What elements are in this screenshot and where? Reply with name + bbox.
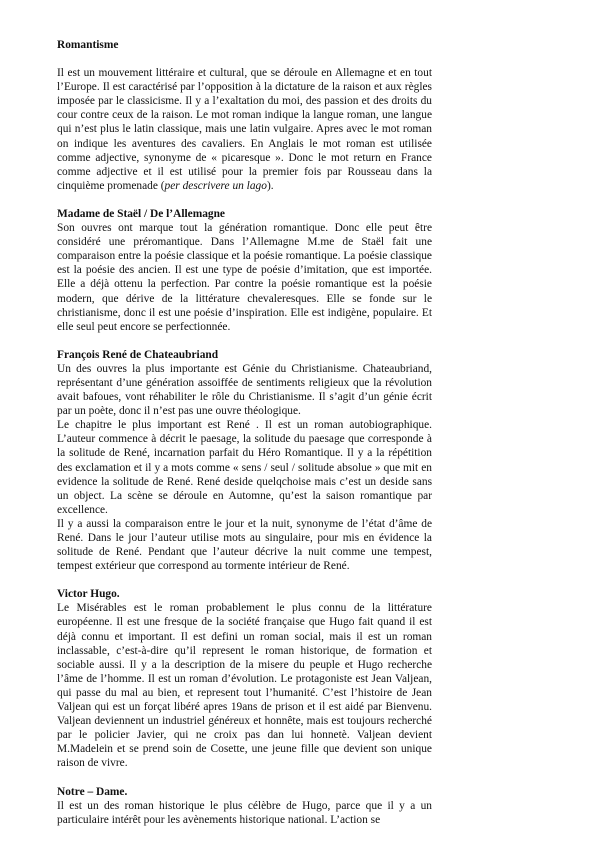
italic-note: per descrivere un lago bbox=[164, 179, 267, 192]
section-heading: François René de Chateaubriand bbox=[57, 348, 219, 361]
section-heading: Romantisme bbox=[57, 39, 119, 51]
section-madame-de-stael bbox=[57, 207, 432, 334]
paragraph: Son ouvres ont marque tout la génération romantique. Donc elle peut être considéré une préromantique. Dans l’Allemagne M.me de Staël fait une comparaison entre la poésie classique et la poésie romantique. La poésie classique est la poésie des ancien. Il est une type de poésie d’imitation, que est importée. Elle a déjà ottenu la perfection. Par contre la poésie romantique est la poésie modern, que dérive de la littérature chevaleresques. Elle se fonde sur le christianisme, donc il est une poésie d’inspiration. Elle est indigène, populaire. Et elle seul peut encore se perfectionnée. bbox=[57, 222, 432, 333]
section-romantisme bbox=[57, 38, 432, 193]
paragraph: Le Misérables est le roman probablement le plus connu de la littérature européenne. Il est une fresque de la société française que Hugo fait quand il est déjà connu et important. Il est defini un roman social, mais il est un roman inclassable, c’est-à-dire qu’il represent le roman historique, de formation et sociable aussi. Il y a la description de la misere du peuple et Hugo recherche l’âme de l’homme. Il est un roman d’évolution. Le protagoniste est Jean Valjean, qui passe du mal au bien, et represent tout l’humanité. C’est l’histoire de Jean Valjean qui est un forçat libéré apres 19ans de prison et il est aidé par Bienvenu. Valjean deviennent un industriel généreux et honnête, mais est toujours recherché par le policier Javier, qui ne croix pas dan lui honnetè. Valjean devient M.Madelein et se prend soin de Cosette, une jeune fille que devient son unique raison de vivre. bbox=[57, 602, 432, 770]
section-victor-hugo bbox=[57, 587, 432, 770]
paragraph: Un des ouvres la plus importante est Génie du Christianisme. Chateaubriand, représentant d’une génération assoiffée de sentiments religieux que la révolution avait bafoues, vont réhabiliter le rôle du Christianisme. Il s’agit d’un génie écrit par un poète, donc il n’est pas une ouvre théologique. bbox=[57, 362, 432, 418]
document-page bbox=[57, 38, 432, 841]
section-heading: Notre – Dame. bbox=[57, 785, 128, 798]
paragraph: Il est un des roman historique le plus célèbre de Hugo, parce que il y a un particulaire intérêt pour les avènements historique national. L’action se bbox=[57, 799, 432, 826]
section-chateaubriand bbox=[57, 348, 432, 574]
paragraph: Il y a aussi la comparaison entre le jour et la nuit, synonyme de l’état d’âme de René. Dans le jour l’auteur utilise mots au singulaire, pour mis en évidence la solitude de René. Pendant que l’auteur décrive la nuit comme une tempest, tempest extérieur que correspond au tormente intérieur de René. bbox=[57, 517, 432, 573]
section-notre-dame bbox=[57, 785, 432, 827]
paragraph-text: Il est un mouvement littéraire et cultural, que se déroule en Allemagne et en tout l’Europe. Il est caractérisé par l’opposition à la dictature de la raison et aux règles imposée par le classicisme. Il y a l’exaltation du moi, des passion et des droits du cour contre ceux de la raison. Le mot roman indique la langue roman, une langue qui n’est plus le latin classique, mais une latin vulgaire. Apres avec le mot roman on indique les aventures des cavaliers. En Anglais le mot roman est utilisée comme adjective, synonyme de « picaresque ». Donc le mot return en France comme adjective et il est utilisé pour la premier fois par Rousseau dans la cinquième promenade ( bbox=[57, 67, 432, 192]
paragraph: Le chapitre le plus important est René . Il est un roman autobiographique. L’auteur commence à décrit le paesage, la solitude du paesage que corresponde à la solitude de René, incarnation parfait du Héro Romantique. Il y a la répétition des exclamation et il y a mots comme « sens / seul / solitude absolue » que mit en evidence la solitude de René. René deside quelqchoise mais c’est un deside sans un object. La scène se déroule en Automne, qu’est la saison romantique par excellence. bbox=[57, 419, 432, 516]
section-heading: Madame de Staël / De l’Allemagne bbox=[57, 207, 225, 220]
section-heading: Victor Hugo. bbox=[57, 588, 120, 601]
paragraph-closing: ). bbox=[266, 179, 274, 192]
paragraph bbox=[57, 66, 432, 193]
